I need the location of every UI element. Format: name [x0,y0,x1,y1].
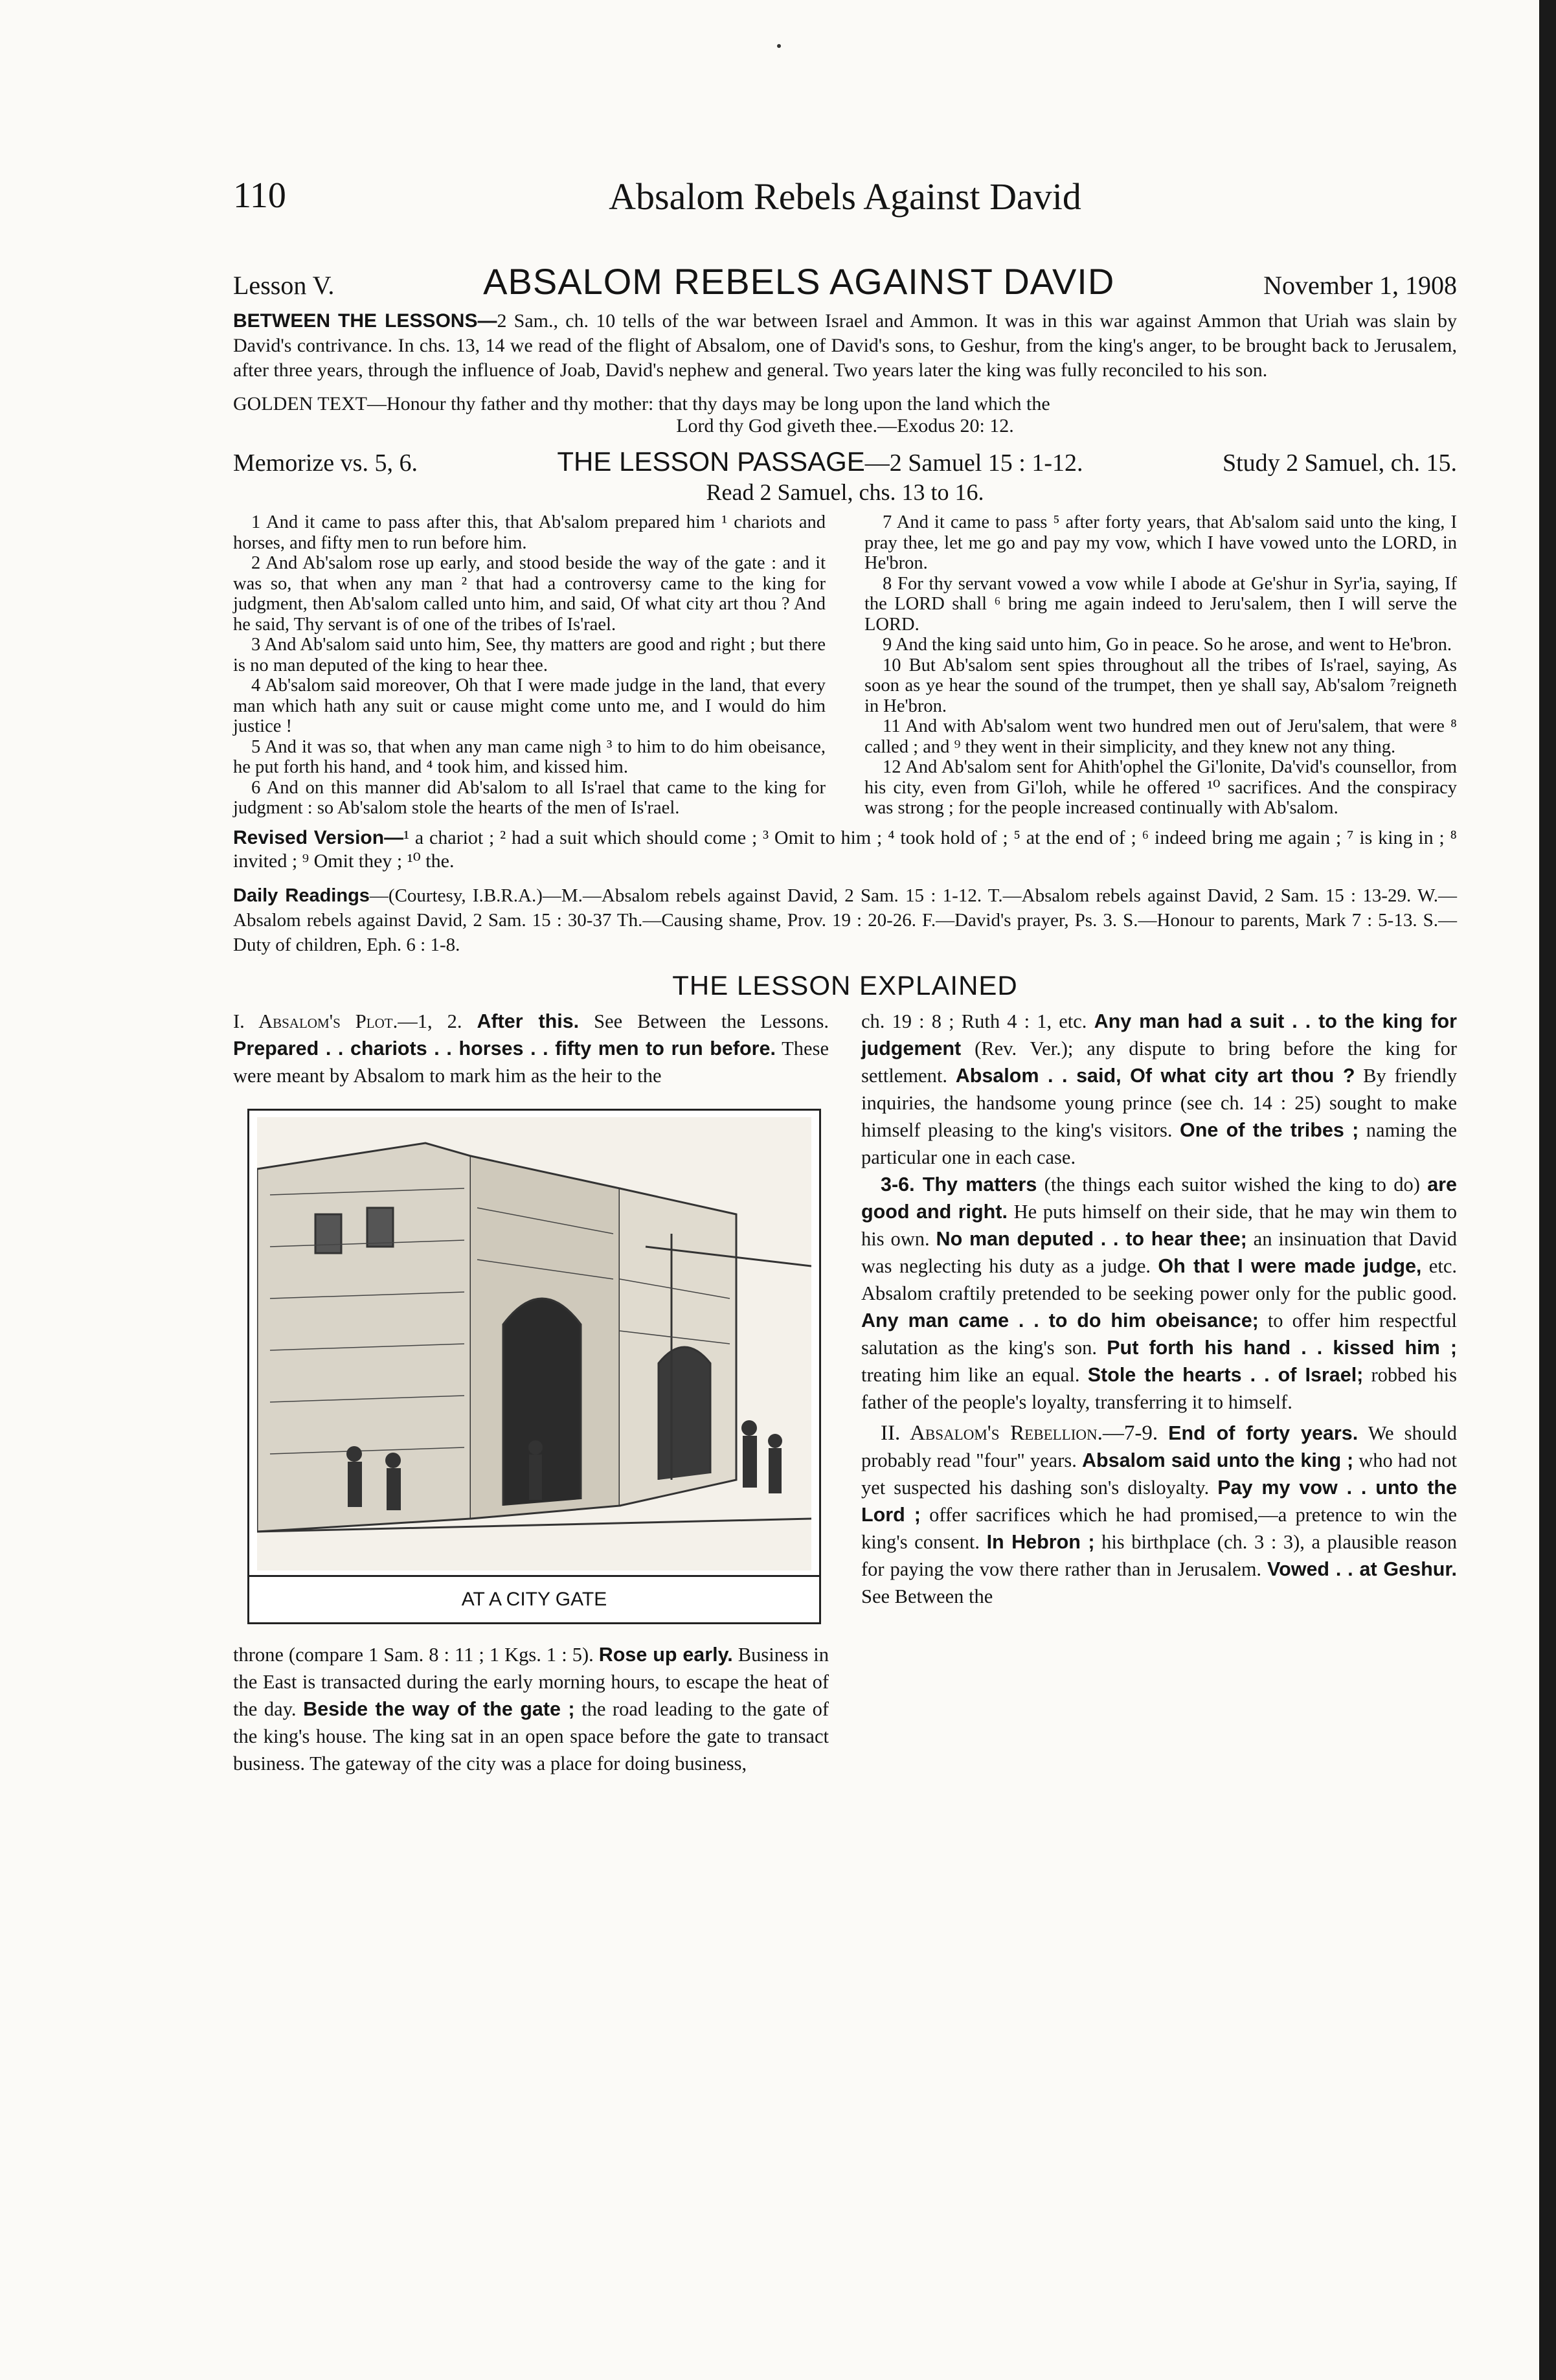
keyword: Oh that I were made judge, [1158,1254,1422,1277]
keyword: are good and right. [861,1173,1457,1223]
section-heading-rebellion: II. Absalom's Rebellion.—7-9. [881,1421,1158,1445]
text: See Between the [861,1585,993,1607]
lesson-explained [233,1008,1457,1777]
keyword: Any man had a suit . . to the king for judgement [861,1010,1457,1060]
golden-line-2: Lord thy God giveth thee.—Exodus 20: 12. [676,415,1014,436]
keyword: Put forth his hand . . kissed him ; [1107,1336,1457,1359]
golden-text [233,393,1457,437]
keyword: End of forty years. [1168,1422,1359,1444]
verse: 6 And on this manner did Ab'salom to all Is'rael that came to the king for judgment : so Ab'salom stole the hearts of the men of Is'rael. [233,777,826,818]
keyword: Vowed . . at Geshur. [1267,1558,1457,1580]
revised-version [233,826,1457,873]
page-edge-shadow [1539,0,1556,2380]
text: who had not yet suspected his dashing son's disloyalty. [861,1449,1457,1499]
text: ch. 19 : 8 ; Ruth 4 : 1, etc. [861,1010,1094,1032]
explained-left-column [233,1008,829,1777]
passage-left-column [233,512,826,819]
text: naming the particular one in each case. [861,1118,1457,1168]
passage-title: THE LESSON PASSAGE [557,446,865,477]
text: the road leading to the gate of the king's house. The king sat in an open space before the gate to transact business. The gateway of the city was a place for doing business, [233,1697,829,1774]
verse: 1 And it came to pass after this, that Ab'salom prepared him ¹ chariots and horses, and fifty men to run before him. [233,512,826,553]
verse: 7 And it came to pass ⁵ after forty years, that Ab'salom said unto the king, I pray thee, let me go and pay my vow, which I have vowed unto the LORD, in He'bron. [864,512,1457,573]
between-label: BETWEEN THE LESSONS— [233,310,497,332]
daily-text: —(Courtesy, I.B.R.A.)—M.—Absalom rebels against David, 2 Sam. 15 : 1-12. T.—Absalom rebels against David, 2 Sam. 15 : 13-29. W.—Absalom rebels against David, 2 Sam. 15 : 30-37 Th.—Causing shame, Prov. 19 : 20-26. F.—David's prayer, Ps. 3. S.—Honour to parents, Mark 7 : 5-13. S.—Duty of children, Eph. 6 : 1-8. [233,885,1457,955]
verse: 10 But Ab'salom sent spies throughout all the tribes of Is'rael, saying, As soon as ye hear the sound of the trumpet, then ye shall say, Ab'salom ⁷reigneth in He'bron. [864,655,1457,716]
lesson-passage [233,512,1457,819]
passage-right-column [864,512,1457,819]
text: his birthplace (ch. 3 : 3), a plausible reason for paying the vow there rather than in Jerusalem. [861,1530,1457,1580]
rebellion-paragraph [861,1420,1457,1610]
text: offer sacrifices which he had promised,—a pretence to win the king's consent. [861,1503,1457,1553]
suit-paragraph [861,1008,1457,1171]
lesson-date: November 1, 1908 [1263,271,1457,300]
verse: 8 For thy servant vowed a vow while I abode at Ge'shur in Syr'ia, saying, If the LORD shall ⁶ bring me again indeed to Jeru'salem, then I will serve the LORD. [864,573,1457,635]
keyword: In Hebron ; [986,1530,1095,1553]
verse: 2 And Ab'salom rose up early, and stood beside the way of the gate : and it was so, that when any man ² that had a controversy came to the king for judgment, then Ab'salom called unto him, and said, Of what city art thou ? And he said, Thy servant is of one of the tribes of Is'rael. [233,553,826,635]
lesson-number: Lesson V. [233,271,335,300]
section-heading-plot: I. Absalom's Plot.—1, 2. [233,1010,462,1032]
between-the-lessons [233,309,1457,383]
keyword: One of the tribes ; [1179,1118,1359,1141]
golden-line-1: GOLDEN TEXT—Honour thy father and thy mother: that thy days may be long upon the land which the [233,393,1050,414]
daily-readings [233,883,1457,957]
verse: 9 And the king said unto him, Go in peace. So he arose, and went to He'bron. [883,635,1452,655]
text: (the things each suitor wished the king to do) [1037,1173,1428,1196]
passage-ref: —2 Samuel 15 : 1-12. [864,449,1083,477]
speck [777,44,781,48]
running-header [233,175,1457,233]
city-gate-illustration [247,1109,821,1624]
explained-title: THE LESSON EXPLAINED [672,969,1018,1001]
revised-text: ¹ a chariot ; ² had a suit which should come ; ³ Omit to him ; ⁴ took hold of ; ⁵ at the end of ; ⁶ indeed bring me again ; ⁷ is king in ; ⁸ invited ; ⁹ Omit they ; ¹⁰ the. [233,826,1457,872]
city-gate-drawing [257,1117,811,1570]
gate-paragraph [233,1641,829,1777]
text: an insinuation that David was neglecting his duty as a judge. [861,1227,1457,1277]
memorize-line [233,446,1457,477]
lesson-title: ABSALOM REBELS AGAINST DAVID [483,261,1115,302]
verse: 11 And with Ab'salom went two hundred men out of Jeru'salem, that were ⁸ called ; and ⁹ they went in their simplicity, and they knew not any thing. [864,716,1457,757]
text: (Rev. Ver.); any dispute to bring before the king for settlement. [861,1037,1457,1087]
page [233,175,1457,1777]
study-ref: Study 2 Samuel, ch. 15. [1222,449,1457,477]
keyword: Prepared . . chariots . . horses . . fifty men to run before. [233,1037,776,1060]
daily-label: Daily Readings [233,885,370,906]
between-text: 2 Sam., ch. 10 tells of the war between Israel and Ammon. It was in this war against Ammon that Uriah was slain by David's contrivance. In chs. 13, 14 we read of the flight of Absalom, one of David's sons, to Geshur, from the king's anger, to be brought back to Jerusalem, after three years, through the influence of Joab, David's nephew and general. Two years later the king was fully reconciled to his son. [233,310,1457,381]
keyword: No man deputed . . to hear thee; [936,1227,1247,1250]
keyword: 3-6. Thy matters [881,1173,1037,1196]
verse: 12 And Ab'salom sent for Ahith'ophel the Gi'lonite, Da'vid's counsellor, from his city, even from Gi'loh, while he offered ¹⁰ sacrifices. And the conspiracy was strong ; for the people increased continually with Ab'salom. [864,757,1457,818]
text: etc. Absalom craftily pretended to be seeking power only for the public good. [861,1254,1457,1304]
running-title: Absalom Rebels Against David [609,176,1081,218]
page-number: 110 [233,176,286,216]
keyword: Stole the hearts . . of Israel; [1087,1363,1364,1386]
keyword: Absalom . . said, Of what city art thou ? [955,1064,1355,1087]
explained-right-column [861,1008,1457,1777]
text: We should probably read "four" years. [861,1422,1457,1471]
text: Business in the East is transacted during the early morning hours, to escape the heat of the day. [233,1643,829,1720]
text: treating him like an equal. [861,1363,1088,1386]
matters-paragraph [861,1171,1457,1416]
plot-paragraph [233,1008,829,1089]
figure-caption: AT A CITY GATE [249,1575,819,1622]
verse: 5 And it was so, that when any man came nigh ³ to him to do him obeisance, he put forth his hand, and ⁴ took him, and kissed him. [233,736,826,777]
text: By friendly inquiries, the handsome young prince (see ch. 14 : 25) sought to make himself pleasing to the king's visitors. [861,1064,1457,1141]
verse: 4 Ab'salom said moreover, Oh that I were made judge in the land, that every man which hath any suit or cause might come unto me, and I would do him justice ! [233,675,826,736]
text: to offer him respectful salutation as the king's son. [861,1309,1457,1359]
keyword: Any man came . . to do him obeisance; [861,1309,1259,1332]
text: robbed his father of the people's loyalty, transferring it to himself. [861,1363,1457,1413]
keyword: Beside the way of the gate ; [303,1697,575,1720]
text: These were meant by Absalom to mark him as the heir to the [233,1037,829,1087]
keyword: After this. [477,1010,580,1032]
keyword: Absalom said unto the king ; [1081,1449,1354,1471]
memorize-verses: Memorize vs. 5, 6. [233,449,418,477]
keyword: Rose up early. [598,1643,733,1666]
keyword: Pay my vow . . unto the Lord ; [861,1476,1457,1526]
text: throne (compare 1 Sam. 8 : 11 ; 1 Kgs. 1 : 5). [233,1643,599,1666]
verse: 3 And Ab'salom said unto him, See, thy matters are good and right ; but there is no man deputed of the king to hear thee. [233,635,826,675]
text: See Between the Lessons. [579,1010,829,1032]
text: He puts himself on their side, that he may win them to his own. [861,1200,1457,1250]
lesson-header [233,260,1457,302]
revised-label: Revised Version— [233,826,404,848]
read-ref: Read 2 Samuel, chs. 13 to 16. [706,479,984,505]
